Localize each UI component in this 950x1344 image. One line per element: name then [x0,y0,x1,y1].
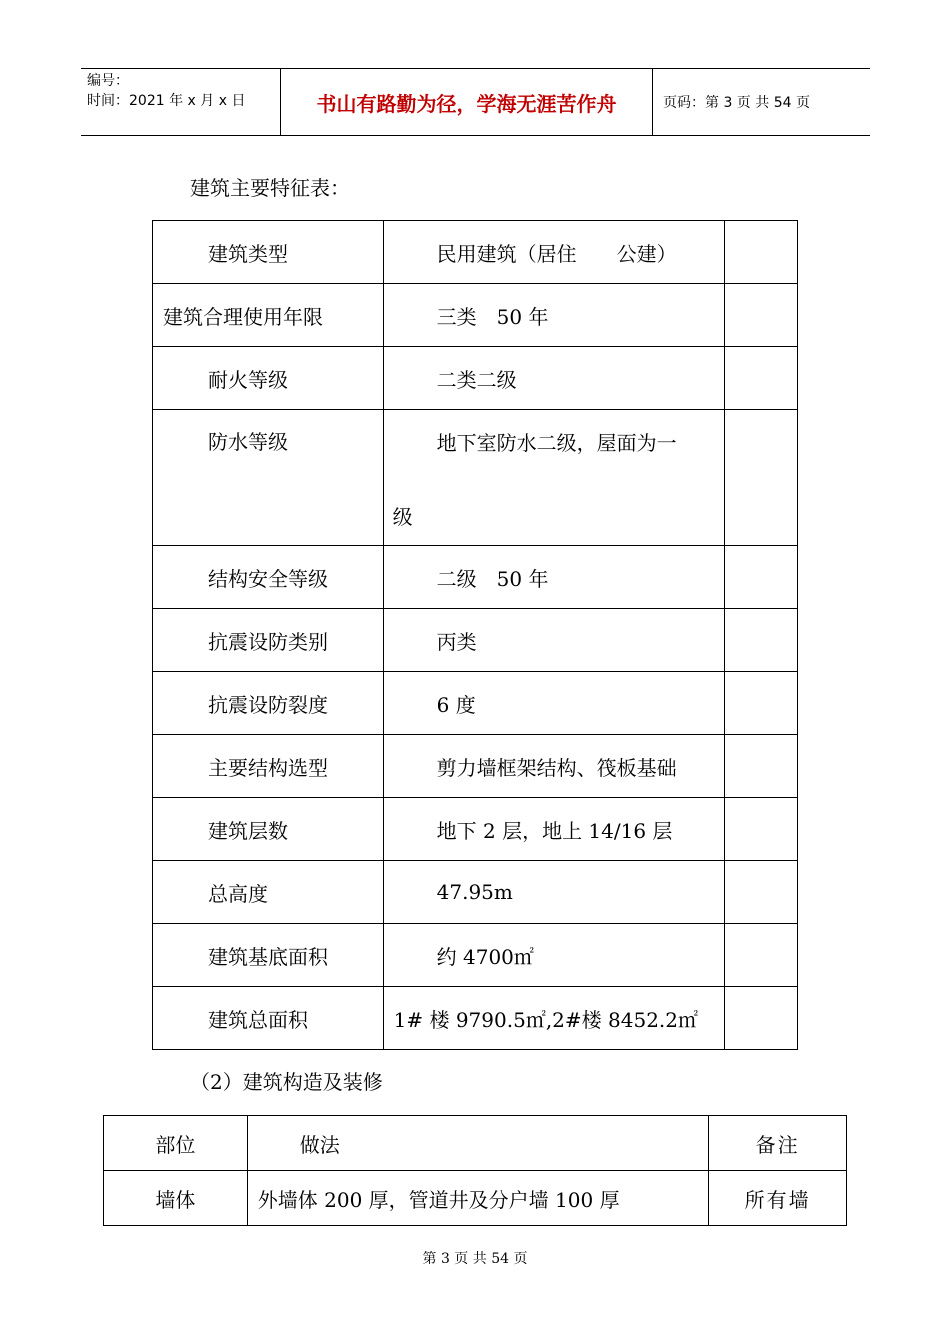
section2-caption: （2）建筑构造及装修 [190,1070,383,1094]
header-note: 备注 [709,1116,847,1171]
row-label: 建筑类型 [153,221,384,284]
page-header [81,68,870,136]
table-row [153,284,798,347]
table-row [153,924,798,987]
row-label: 建筑层数 [153,798,384,861]
row-note: 所有墙 [709,1171,847,1226]
row-value: 1# 楼 9790.5㎡,2#楼 8452.2㎡ [383,987,725,1050]
row-value: 二级 50 年 [383,546,725,609]
row-value: 地下 2 层，地上 14/16 层 [383,798,725,861]
row-blank [725,735,798,798]
table-row [153,987,798,1050]
row-blank [725,221,798,284]
row-label: 建筑总面积 [153,987,384,1050]
table-row [153,221,798,284]
row-label: 防水等级 [153,410,384,546]
header-part: 部位 [104,1116,248,1171]
table-row [153,672,798,735]
row-label: 抗震设防类别 [153,609,384,672]
row-blank [725,546,798,609]
row-blank [725,798,798,861]
header-number-label: 编号： [87,73,129,89]
table-row [153,347,798,410]
table-header-row [104,1116,847,1171]
row-value: 三类 50 年 [383,284,725,347]
table-row [153,546,798,609]
row-value: 民用建筑（居住 公建） [383,221,725,284]
header-time-label: 时间：2021 年 x 月 x 日 [87,93,246,109]
row-label: 抗震设防裂度 [153,672,384,735]
construction-table [103,1115,847,1226]
row-value [383,410,725,546]
row-value: 约 4700㎡ [383,924,725,987]
row-label: 建筑基底面积 [153,924,384,987]
row-blank [725,861,798,924]
row-label: 总高度 [153,861,384,924]
header-page-info: 页码：第 3 页 共 54 页 [663,95,810,111]
section1-caption: 建筑主要特征表： [190,176,350,200]
table-row [153,735,798,798]
row-value: 剪力墙框架结构、筏板基础 [383,735,725,798]
row-value-line1: 地下室防水二级，屋面为一 [436,431,677,455]
row-label: 建筑合理使用年限 [153,284,384,347]
row-blank [725,410,798,546]
row-blank [725,347,798,410]
header-left-cell [81,69,281,135]
row-blank [725,672,798,735]
row-blank [725,609,798,672]
table-row [153,798,798,861]
header-method: 做法 [247,1116,708,1171]
row-value-line2: 级 [392,505,413,529]
table-row [104,1171,847,1226]
page-footer: 第 3 页 共 54 页 [422,1251,528,1267]
row-method: 外墙体 200 厚，管道井及分户墙 100 厚 [247,1171,708,1226]
row-label: 耐火等级 [153,347,384,410]
row-label: 结构安全等级 [153,546,384,609]
row-blank [725,987,798,1050]
header-motto: 书山有路勤为径，学海无涯苦作舟 [281,69,653,135]
table-row [153,410,798,546]
table-row [153,609,798,672]
row-value: 丙类 [383,609,725,672]
row-blank [725,924,798,987]
building-features-table [152,220,798,1050]
row-part: 墙体 [104,1171,248,1226]
row-value: 二类二级 [383,347,725,410]
row-label: 主要结构选型 [153,735,384,798]
row-value: 6 度 [383,672,725,735]
row-blank [725,284,798,347]
row-value: 47.95m [383,861,725,924]
table-row [153,861,798,924]
